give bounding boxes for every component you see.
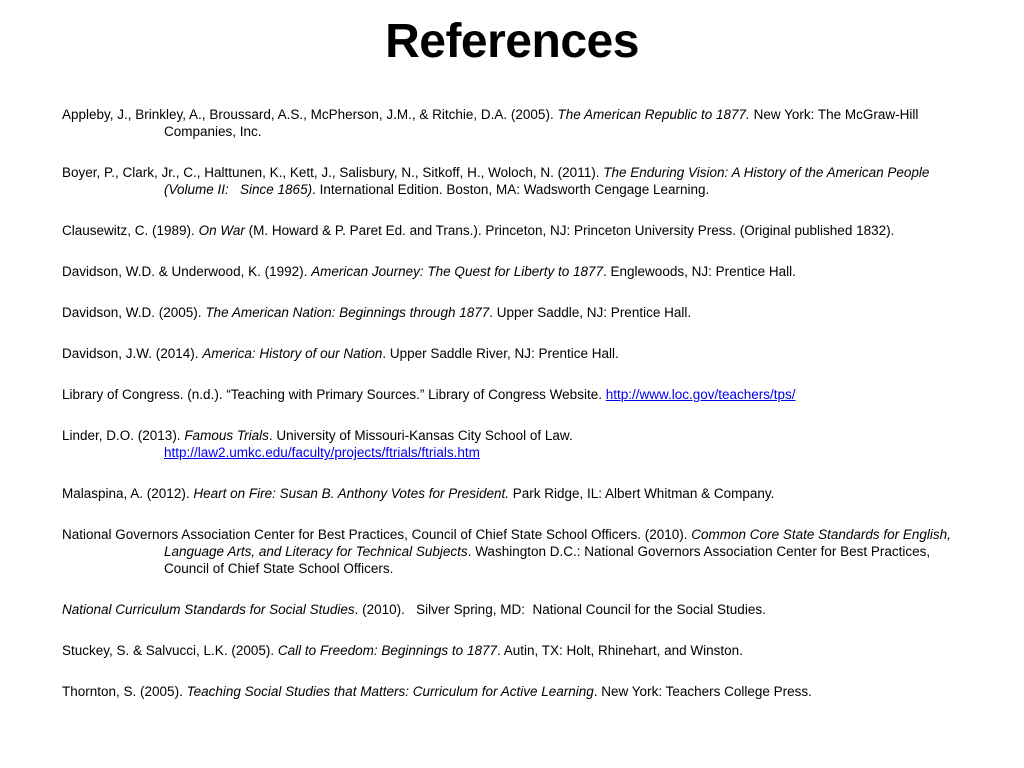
reference-authors-year: Appleby, J., Brinkley, A., Broussard, A.S., McPherson, J.M., & Ritchie, D.A. (2005). — [62, 107, 558, 122]
reference-item — [62, 304, 962, 321]
reference-publisher: . University of Missouri-Kansas City School of Law. — [268, 428, 573, 443]
reference-publisher: Park Ridge, IL: Albert Whitman & Company. — [509, 486, 775, 501]
reference-authors-year: Davidson, W.D. (2005). — [62, 305, 206, 320]
reference-publisher: . Englewoods, NJ: Prentice Hall. — [603, 264, 796, 279]
reference-publisher: . Upper Saddle River, NJ: Prentice Hall. — [382, 346, 619, 361]
reference-item — [62, 386, 962, 403]
reference-title: Common Core State Standards for English, Language Arts, and Literacy for Technical Subjects — [164, 527, 951, 559]
reference-item — [62, 601, 962, 618]
reference-item — [62, 526, 962, 577]
reference-item — [62, 485, 962, 502]
reference-link[interactable]: http://www.loc.gov/teachers/tps/ — [605, 387, 796, 402]
reference-authors-year: Thornton, S. (2005). — [62, 684, 187, 699]
reference-publisher: . Autin, TX: Holt, Rhinehart, and Winston. — [496, 643, 743, 658]
reference-publisher: . International Edition. Boston, MA: Wadsworth Cengage Learning. — [312, 182, 710, 197]
reference-item — [62, 263, 962, 280]
reference-title: American Journey: The Quest for Liberty to 1877 — [311, 264, 604, 279]
reference-list — [62, 106, 962, 724]
reference-authors-year: Boyer, P., Clark, Jr., C., Halttunen, K., Kett, J., Salisbury, N., Sitkoff, H., Woloch, N. (2011). — [62, 165, 604, 180]
reference-title: On War — [198, 223, 245, 238]
reference-title: The American Republic to 1877. — [557, 107, 750, 122]
reference-publisher: . Upper Saddle, NJ: Prentice Hall. — [489, 305, 692, 320]
reference-title: America: History of our Nation — [202, 346, 383, 361]
reference-authors-year: Malaspina, A. (2012). — [62, 486, 194, 501]
reference-title: Call to Freedom: Beginnings to 1877 — [277, 643, 497, 658]
reference-authors-year: Linder, D.O. (2013). — [62, 428, 185, 443]
reference-title: The Enduring Vision: A History of the American People (Volume II: Since 1865) — [164, 165, 934, 197]
reference-authors-year: Davidson, W.D. & Underwood, K. (1992). — [62, 264, 312, 279]
reference-publisher: New York: The McGraw-Hill Companies, Inc. — [164, 107, 923, 139]
reference-title: National Curriculum Standards for Social Studies — [62, 602, 355, 617]
reference-title: Famous Trials — [184, 428, 269, 443]
reference-item — [62, 683, 962, 700]
reference-title: The American Nation: Beginnings through 1877 — [205, 305, 490, 320]
reference-publisher: (M. Howard & P. Paret Ed. and Trans.). Princeton, NJ: Princeton University Press. (Original published 1832). — [244, 223, 895, 238]
reference-authors-year: National Governors Association Center for Best Practices, Council of Chief State School Officers. (2010). — [62, 527, 692, 542]
reference-item — [62, 222, 962, 239]
reference-item — [62, 164, 962, 198]
reference-publisher: . New York: Teachers College Press. — [593, 684, 812, 699]
reference-authors-year: Library of Congress. (n.d.). “Teaching with Primary Sources.” Library of Congress Website. — [62, 387, 606, 402]
page-title: References — [385, 15, 639, 68]
reference-item — [62, 642, 962, 659]
reference-authors-year: Stuckey, S. & Salvucci, L.K. (2005). — [62, 643, 278, 658]
reference-link[interactable]: http://law2.umkc.edu/faculty/projects/ftrials/ftrials.htm — [164, 445, 480, 460]
reference-publisher: . (2010). Silver Spring, MD: National Council for the Social Studies. — [354, 602, 766, 617]
reference-title: Heart on Fire: Susan B. Anthony Votes for President. — [193, 486, 509, 501]
reference-title: Teaching Social Studies that Matters: Curriculum for Active Learning — [186, 684, 594, 699]
reference-item — [62, 427, 962, 461]
reference-item — [62, 106, 962, 140]
reference-publisher: . Washington D.C.: National Governors Association Center for Best Practices, Council of Chief State School Officers. — [164, 544, 931, 576]
reference-authors-year: Davidson, J.W. (2014). — [62, 346, 203, 361]
reference-authors-year: Clausewitz, C. (1989). — [62, 223, 199, 238]
reference-item — [62, 345, 962, 362]
